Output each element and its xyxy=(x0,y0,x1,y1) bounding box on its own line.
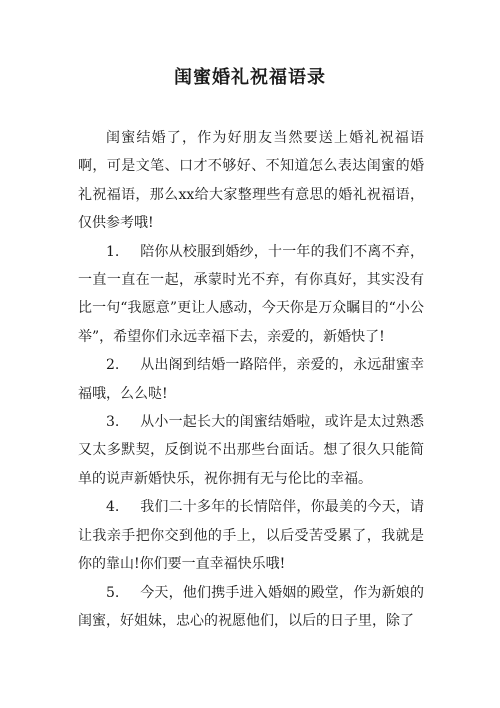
item-text: 从出阁到结婚一路陪伴，亲爱的，永远甜蜜幸福哦，么么哒! xyxy=(78,357,424,402)
list-item xyxy=(78,408,424,493)
item-number: 2. xyxy=(106,357,120,374)
item-text: 今天，他们携手进入婚姻的殿堂，作为新娘的闺蜜，好姐妹，忠心的祝愿他们，以后的日子里，除了 xyxy=(78,584,424,629)
list-item xyxy=(78,351,424,408)
item-number: 1. xyxy=(106,243,120,260)
list-item xyxy=(78,579,424,636)
list-item xyxy=(78,238,424,352)
item-text: 从小一起长大的闺蜜结婚啦，或许是太过熟悉又太多默契，反倒说不出那些台面话。想了很久只能简单的说声新婚快乐，祝你拥有无与伦比的幸福。 xyxy=(78,414,424,487)
item-text: 我们二十多年的长情陪伴，你最美的今天，请让我亲手把你交到他的手上，以后受苦受累了，我就是你的靠山!你们要一直幸福快乐哦! xyxy=(78,499,424,573)
item-number: 5. xyxy=(106,584,120,601)
document-title: 闺蜜婚礼祝福语录 xyxy=(174,67,326,88)
item-number: 3. xyxy=(106,414,120,431)
document-body xyxy=(78,124,424,635)
item-text: 陪你从校服到婚纱，十一年的我们不离不弃，一直一直在一起，承蒙时光不弃，有你真好，其实没有比一句“我愿意”更让人感动，今天你是万众瞩目的“小公举”，希望你们永远幸福下去，亲爱的，新婚快了! xyxy=(78,243,424,345)
intro-paragraph: 闺蜜结婚了，作为好朋友当然要送上婚礼祝福语啊，可是文笔、口才不够好、不知道怎么表达闺蜜的婚礼祝福语，那么xx给大家整理些有意思的婚礼祝福语，仅供参考哦! xyxy=(78,130,424,232)
item-number: 4. xyxy=(106,499,120,516)
list-item xyxy=(78,493,424,578)
